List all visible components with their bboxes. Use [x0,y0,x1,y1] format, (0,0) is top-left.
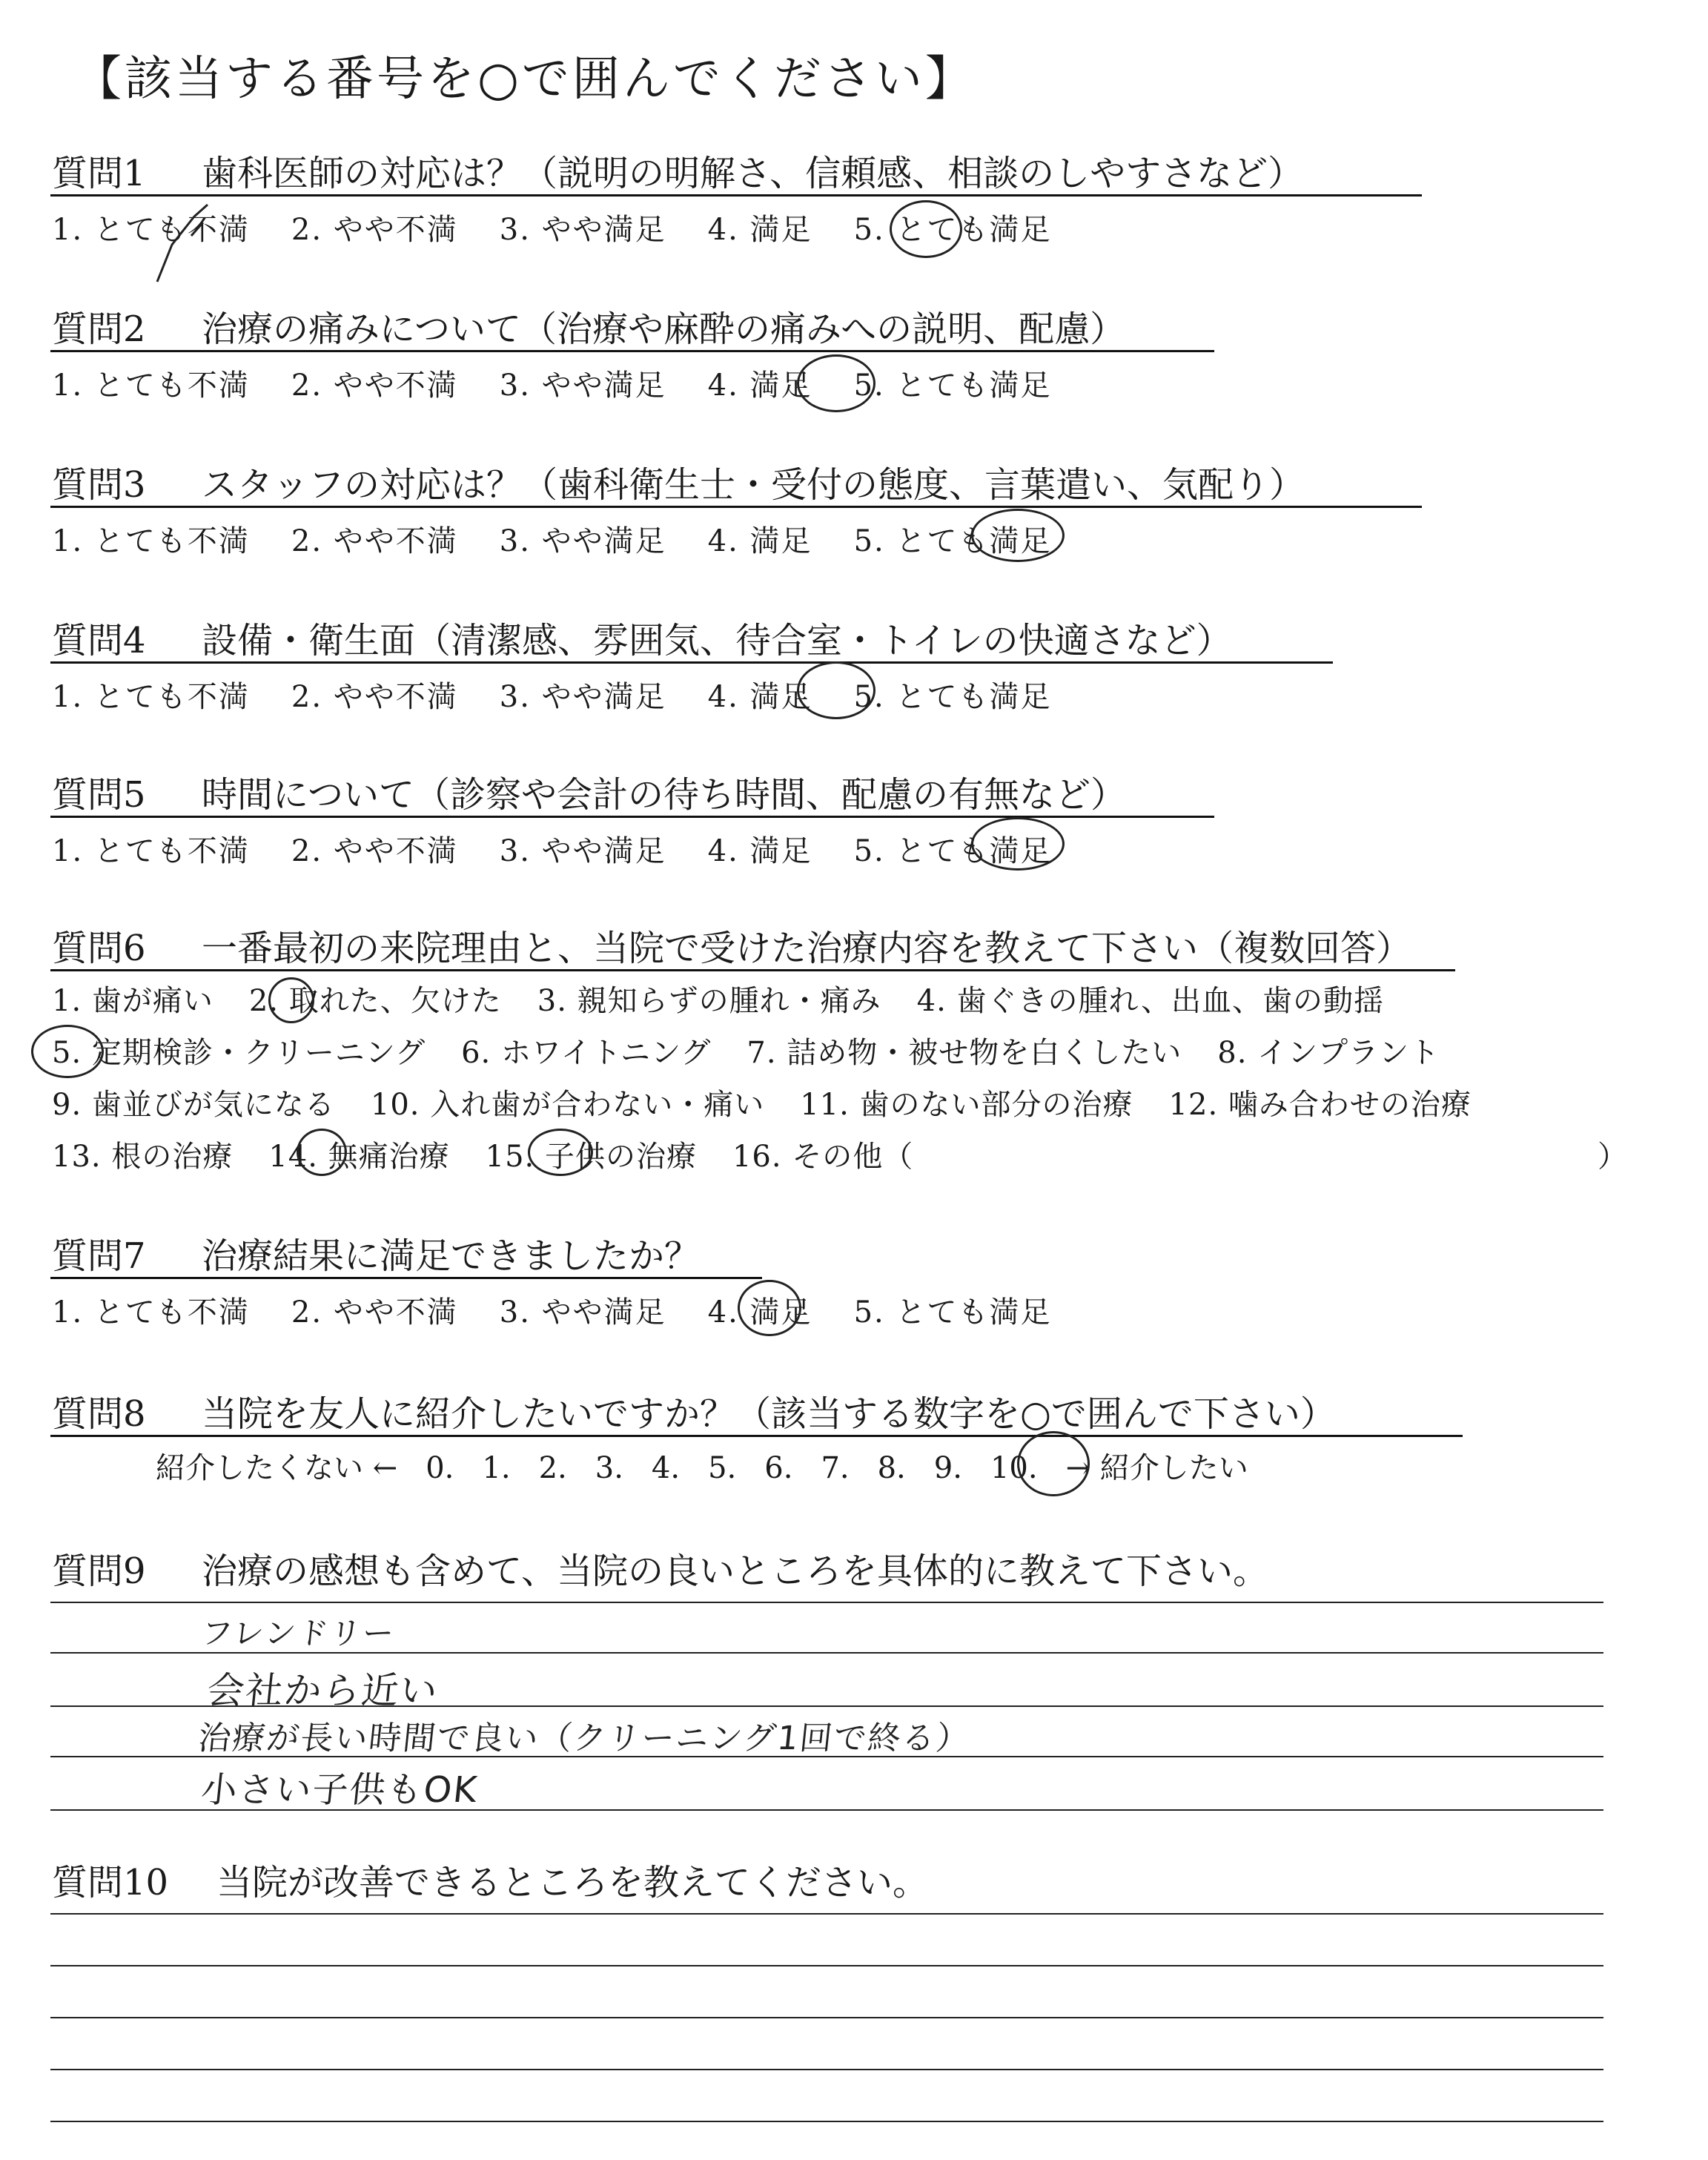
q4-option-3[interactable]: 3. やや満足 [499,680,666,714]
q8-scale-10[interactable]: 10. [990,1451,1038,1485]
q9-answer-2: 会社から近い [205,1669,441,1712]
q6-option-7[interactable]: 7. 詰め物・被せ物を白くしたい [747,1036,1182,1070]
q1-pen-tick [191,224,202,236]
q1-pen-stroke [157,205,208,282]
q2-option-2[interactable]: 2. やや不満 [291,369,458,403]
question-3-text: スタッフの対応は？（歯科衛生士・受付の態度、言葉遣い、気配り） [202,464,1305,506]
q8-right-label: → 紹介したい [1065,1451,1248,1485]
question-5-text: 時間について（診察や会計の待ち時間、配慮の有無など） [202,774,1127,816]
question-7-text: 治療結果に満足できましたか？ [202,1235,701,1277]
question-6-text: 一番最初の来院理由と、当院で受けた治療内容を教えて下さい（複数回答） [202,928,1412,969]
q4-option-4[interactable]: 4. 満足 [707,680,812,714]
q3-option-3[interactable]: 3. やや満足 [499,524,666,558]
q5-option-5[interactable]: 5. とても満足 [853,834,1052,868]
q6-option-4[interactable]: 4. 歯ぐきの腫れ、出血、歯の動揺 [916,984,1384,1018]
q4-option-2[interactable]: 2. やや不満 [291,680,458,714]
q8-scale-4[interactable]: 4. [651,1451,681,1485]
q9-answer-1: フレンドリー [199,1615,397,1651]
q3-option-4[interactable]: 4. 満足 [707,524,812,558]
q7-option-4[interactable]: 4. 満足 [707,1295,812,1330]
q6-option-5[interactable]: 5. 定期検診・クリーニング [52,1036,426,1070]
q6-option-2[interactable]: 2. 取れた、欠けた [248,984,502,1018]
q8-left-label: 紹介したくない ← [156,1451,398,1485]
question-6-label: 質問6 [52,928,146,969]
q6-option-16[interactable]: 16. その他（ [732,1140,914,1174]
question-3-label: 質問3 [52,464,146,506]
q6-option-12[interactable]: 12. 噛み合わせの治療 [1168,1088,1472,1122]
q2-option-4[interactable]: 4. 満足 [707,369,812,403]
q8-scale-6[interactable]: 6. [764,1451,793,1485]
q1-option-3[interactable]: 3. やや満足 [499,213,666,247]
q8-scale-2[interactable]: 2. [538,1451,567,1485]
question-8-text: 当院を友人に紹介したいですか？（該当する数字を○で囲んで下さい） [202,1393,1336,1435]
question-1-text: 歯科医師の対応は？（説明の明解さ、信頼感、相談のしやすさなど） [202,153,1304,194]
question-4-label: 質問4 [52,620,146,661]
question-7-label: 質問7 [52,1235,146,1277]
question-2-label: 質問2 [52,308,146,350]
q7-option-3[interactable]: 3. やや満足 [499,1295,666,1330]
q2-option-5[interactable]: 5. とても満足 [853,369,1052,403]
q9-answer-4: 小さい子供もOK [199,1769,480,1811]
q3-option-2[interactable]: 2. やや不満 [291,524,458,558]
q6-option-6[interactable]: 6. ホワイトニング [461,1036,712,1070]
question-2-text: 治療の痛みについて（治療や麻酔の痛みへの説明、配慮） [202,308,1126,350]
question-10-text: 当院が改善できるところを教えてください。 [216,1862,929,1903]
q9-answer-3: 治療が長い時間で良い（クリーニング1回で終る） [196,1720,973,1757]
q5-option-4[interactable]: 4. 満足 [707,834,812,868]
question-5-label: 質問5 [52,774,146,816]
form-title: 【該当する番号を○で囲んでください】 [74,52,976,107]
q5-option-3[interactable]: 3. やや満足 [499,834,666,868]
q5-option-1[interactable]: 1. とても不満 [52,834,250,868]
q6-option-1[interactable]: 1. 歯が痛い [52,984,214,1018]
q6-option-15[interactable]: 15. 子供の治療 [485,1140,697,1174]
q3-option-5[interactable]: 5. とても満足 [853,524,1052,558]
q8-scale-7[interactable]: 7. [821,1451,850,1485]
q1-option-5[interactable]: 5. とても満足 [853,213,1052,247]
q6-option-10[interactable]: 10. 入れ歯が合わない・痛い [370,1088,765,1122]
q1-option-1[interactable]: 1. とても不満 [52,213,250,247]
q1-option-2[interactable]: 2. やや不満 [291,213,458,247]
q2-option-3[interactable]: 3. やや満足 [499,369,666,403]
q8-scale-0[interactable]: 0. [426,1451,454,1485]
question-9-text: 治療の感想も含めて、当院の良いところを具体的に教えて下さい。 [202,1550,1269,1592]
question-8-label: 質問8 [52,1393,146,1435]
question-1-label: 質問1 [52,153,146,194]
q8-scale-5[interactable]: 5. [708,1451,737,1485]
q4-option-5[interactable]: 5. とても満足 [853,680,1052,714]
q6-option-8[interactable]: 8. インプラント [1217,1036,1440,1070]
q8-scale-8[interactable]: 8. [877,1451,906,1485]
question-10-label: 質問10 [52,1862,169,1903]
q7-option-5[interactable]: 5. とても満足 [853,1295,1052,1330]
q6-option-9[interactable]: 9. 歯並びが気になる [52,1088,335,1122]
q8-scale-1[interactable]: 1. [482,1451,511,1485]
q7-option-2[interactable]: 2. やや不満 [291,1295,458,1330]
q6-option-3[interactable]: 3. 親知らずの腫れ・痛み [537,984,881,1018]
q6-other-close-paren: ） [1598,1140,1628,1174]
q2-option-1[interactable]: 1. とても不満 [52,369,250,403]
question-9-label: 質問9 [52,1550,146,1592]
q6-option-11[interactable]: 11. 歯のない部分の治療 [800,1088,1133,1122]
q7-option-1[interactable]: 1. とても不満 [52,1295,250,1330]
q8-scale-3[interactable]: 3. [595,1451,623,1485]
q6-option-14[interactable]: 14. 無痛治療 [268,1140,450,1174]
q1-option-4[interactable]: 4. 満足 [707,213,812,247]
q6-option-13[interactable]: 13. 根の治療 [52,1140,234,1174]
q4-option-1[interactable]: 1. とても不満 [52,680,250,714]
q5-option-2[interactable]: 2. やや不満 [291,834,458,868]
q8-scale-9[interactable]: 9. [933,1451,962,1485]
q3-option-1[interactable]: 1. とても不満 [52,524,250,558]
question-4-text: 設備・衛生面（清潔感、雰囲気、待合室・トイレの快適さなど） [202,620,1232,661]
